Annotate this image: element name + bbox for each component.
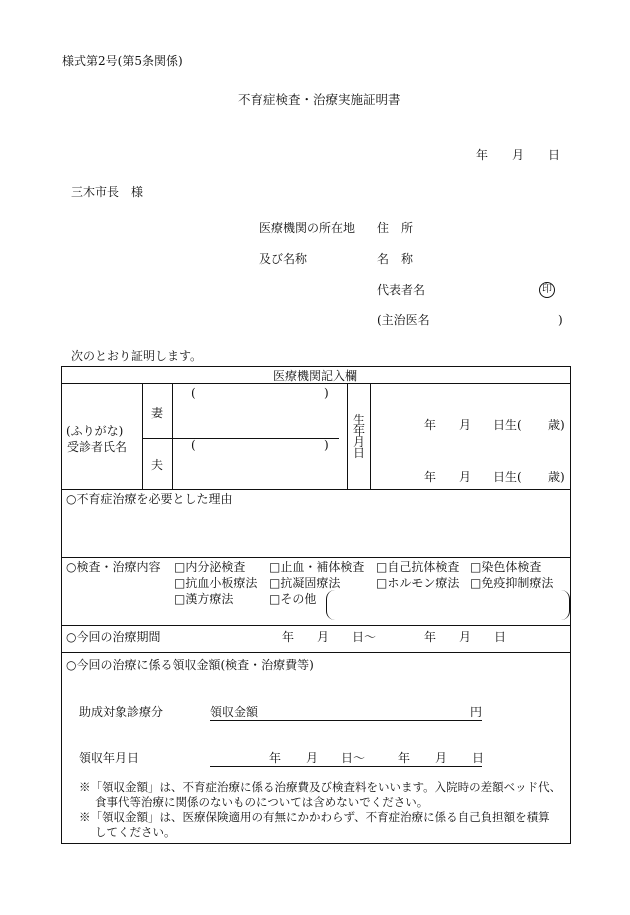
receipt-year-2: 年 [398, 751, 411, 765]
wife-furigana-close: ) [324, 386, 329, 400]
treatment-option[interactable]: □漢方療法 [174, 592, 234, 606]
husband-furigana-close: ) [324, 438, 329, 452]
treatment-label: ○検査・治療内容 [66, 560, 161, 574]
other-treatment-box[interactable] [326, 590, 570, 620]
name-label: 名 称 [377, 252, 414, 266]
form-number: 様式第2号(第5条関係) [62, 54, 183, 68]
date-month-label: 月 [512, 148, 525, 162]
treatment-option[interactable]: □止血・補体検査 [269, 560, 365, 574]
birth-label-char-2: 年 [353, 424, 366, 438]
reason-label: ○不育症治療を必要とした理由 [66, 492, 233, 506]
husband-age-suffix: 歳) [548, 470, 565, 484]
certificate-form [61, 366, 571, 844]
doctor-label: (主治医名 [377, 313, 430, 327]
treatment-option[interactable]: □自己抗体検査 [376, 560, 460, 574]
fee-label: ○今回の治療に係る領収金額(検査・治療費等) [66, 658, 314, 672]
note-1-line-1: ※「領収金額」は、不育症治療に係る治療費及び検査料をいいます。入院時の差額ベッド代、 [79, 780, 562, 794]
patient-name-label: 受診者氏名 [67, 440, 128, 454]
treatment-option[interactable]: □免疫抑制療法 [470, 576, 554, 590]
birth-label-char-4: 日 [353, 446, 366, 460]
wife-birth-month: 月 [459, 418, 472, 432]
receipt-month-1: 月 [306, 751, 319, 765]
receipt-day-1: 日〜 [341, 751, 366, 765]
intro-text: 次のとおり証明します。 [71, 349, 203, 363]
wife-age-suffix: 歳) [548, 418, 565, 432]
husband-birth-year: 年 [424, 470, 437, 484]
period-month-2: 月 [459, 630, 472, 644]
wife-label: 妻 [151, 406, 164, 420]
receipt-day-2: 日 [472, 751, 485, 765]
amount-label: 領収金額 [210, 705, 259, 719]
addressee: 三木市長 様 [71, 185, 144, 199]
husband-birth-month: 月 [459, 470, 472, 484]
period-month-1: 月 [317, 630, 330, 644]
husband-label: 夫 [151, 458, 164, 472]
husband-furigana-open: ( [191, 438, 196, 452]
representative-label: 代表者名 [377, 283, 426, 297]
note-2-line-2: してください。 [95, 825, 176, 839]
location-label: 医療機関の所在地 [259, 221, 356, 235]
treatment-option[interactable]: □抗凝固療法 [269, 576, 341, 590]
period-year-2: 年 [424, 630, 437, 644]
wife-furigana-open: ( [191, 386, 196, 400]
note-2-line-1: ※「領収金額」は、医療保険適用の有無にかかわらず、不育症治療に係る自己負担額を積算 [79, 810, 550, 824]
treatment-option[interactable]: □その他 [269, 592, 317, 606]
period-label: ○今回の治療期間 [66, 630, 161, 644]
wife-birth-year: 年 [424, 418, 437, 432]
date-day-label: 日 [548, 148, 561, 162]
period-year-1: 年 [282, 630, 295, 644]
doctor-close-paren: ) [558, 313, 563, 327]
subsidy-label: 助成対象診療分 [79, 705, 164, 719]
receipt-month-2: 月 [435, 751, 448, 765]
receipt-year-1: 年 [269, 751, 282, 765]
wife-birth-day: 日生( [493, 418, 522, 432]
document-title: 不育症検査・治療実施証明書 [238, 92, 401, 107]
section-header: 医療機関記入欄 [273, 369, 358, 383]
seal-mark: 印 [539, 282, 555, 298]
treatment-option[interactable]: □内分泌検査 [174, 560, 246, 574]
period-day-2: 日 [494, 630, 507, 644]
address-label: 住 所 [377, 221, 414, 235]
treatment-option[interactable]: □抗血小板療法 [174, 576, 258, 590]
date-year-label: 年 [476, 148, 489, 162]
birth-label-char-1: 生 [353, 413, 366, 427]
yen-unit: 円 [470, 705, 483, 719]
note-1-line-2: 食事代等治療に関係のないものについては含めないでください。 [95, 795, 429, 809]
receipt-date-label: 領収年月日 [79, 751, 140, 765]
period-day-1: 日〜 [352, 630, 377, 644]
birth-label-char-3: 月 [353, 435, 366, 449]
and-name-label: 及び名称 [259, 252, 308, 266]
husband-birth-day: 日生( [493, 470, 522, 484]
treatment-option[interactable]: □染色体検査 [470, 560, 542, 574]
furigana-label: (ふりがな) [66, 424, 124, 438]
treatment-option[interactable]: □ホルモン療法 [376, 576, 460, 590]
